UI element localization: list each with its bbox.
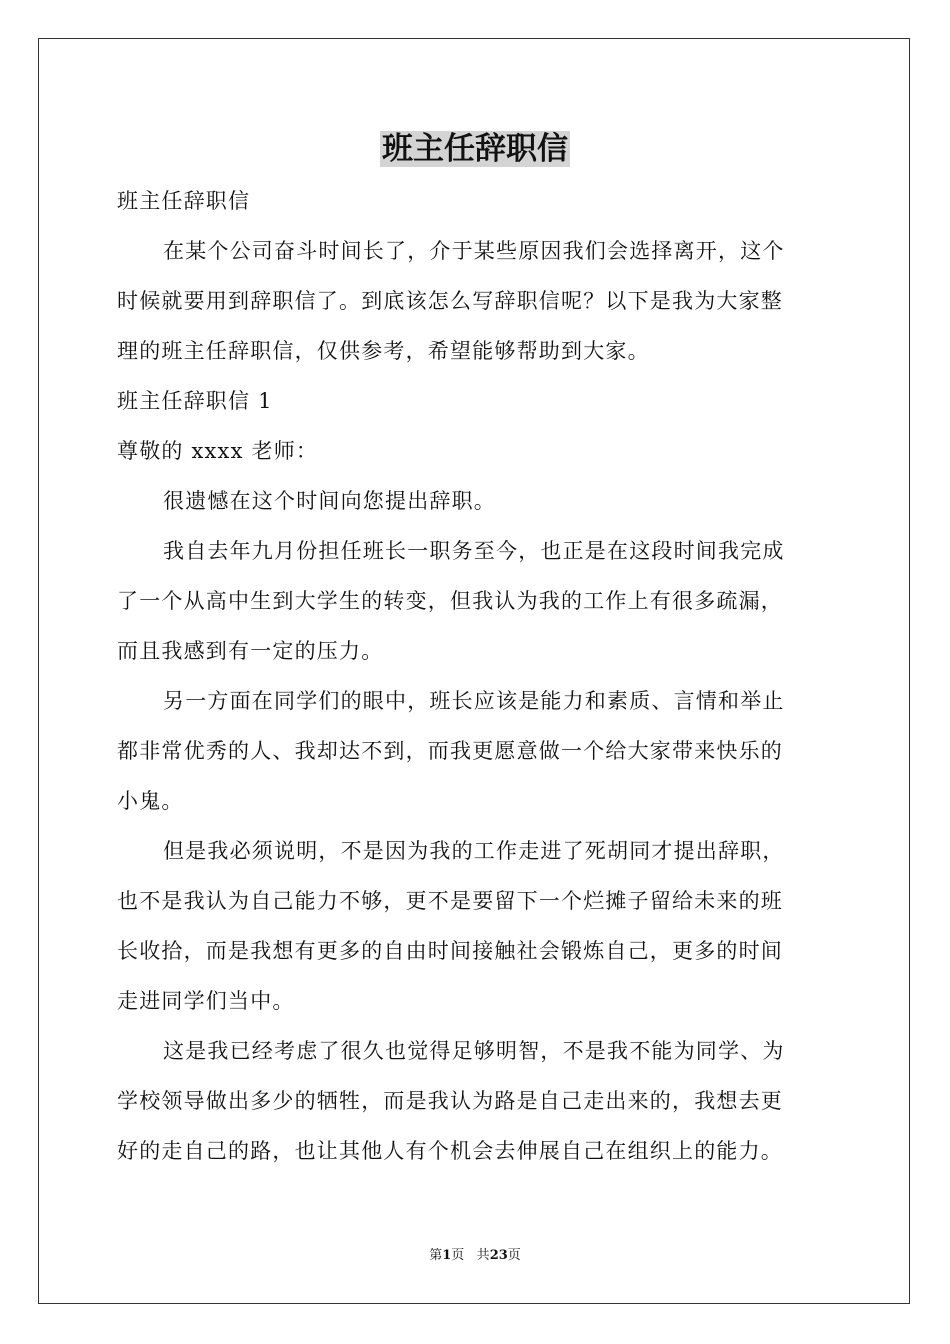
footer-prefix: 第 <box>429 1248 443 1263</box>
body-line: 在某个公司奋斗时间长了，介于某些原因我们会选择离开，这个 <box>163 239 785 263</box>
footer-total-suffix: 页 <box>507 1248 521 1263</box>
body-line: 班主任辞职信 <box>117 189 251 213</box>
body-line: 小鬼。 <box>117 789 184 813</box>
body-line: 理的班主任辞职信，仅供参考，希望能够帮助到大家。 <box>117 339 650 363</box>
document-title-text: 班主任辞职信 <box>382 131 568 167</box>
body-line: 都非常优秀的人、我却达不到，而我更愿意做一个给大家带来快乐的 <box>117 739 783 763</box>
page-number-footer <box>0 1246 950 1266</box>
body-line: 好的走自己的路，也让其他人有个机会去伸展自己在组织上的能力。 <box>117 1139 783 1163</box>
footer-total-prefix: 共 <box>476 1248 490 1263</box>
body-line: 尊敬的 xxxx 老师： <box>117 439 319 463</box>
body-line: 走进同学们当中。 <box>117 989 295 1013</box>
body-line: 但是我必须说明，不是因为我的工作走进了死胡同才提出辞职， <box>163 839 785 863</box>
body-line: 也不是我认为自己能力不够，更不是要留下一个烂摊子留给未来的班 <box>117 889 783 913</box>
body-line: 时候就要用到辞职信了。到底该怎么写辞职信呢？以下是我为大家整 <box>117 289 783 313</box>
document-title <box>0 127 950 171</box>
body-line: 长收拾，而是我想有更多的自由时间接触社会锻炼自己，更多的时间 <box>117 939 783 963</box>
body-line: 这是我已经考虑了很久也觉得足够明智，不是我不能为同学、为 <box>163 1039 785 1063</box>
body-line: 班主任辞职信 1 <box>117 389 273 413</box>
body-line: 而且我感到有一定的压力。 <box>117 639 384 663</box>
body-line: 了一个从高中生到大学生的转变，但我认为我的工作上有很多疏漏， <box>117 589 783 613</box>
footer-page-suffix: 页 <box>451 1248 465 1263</box>
body-line: 另一方面在同学们的眼中，班长应该是能力和素质、言情和举止 <box>163 689 785 713</box>
document-body <box>117 176 837 1176</box>
body-line: 我自去年九月份担任班长一职务至今，也正是在这段时间我完成 <box>163 539 785 563</box>
footer-total-pages: 23 <box>489 1248 508 1263</box>
body-line: 学校领导做出多少的牺牲，而是我认为路是自己走出来的，我想去更 <box>117 1089 783 1113</box>
footer-current-page: 1 <box>442 1248 452 1263</box>
body-line: 很遗憾在这个时间向您提出辞职。 <box>163 489 496 513</box>
